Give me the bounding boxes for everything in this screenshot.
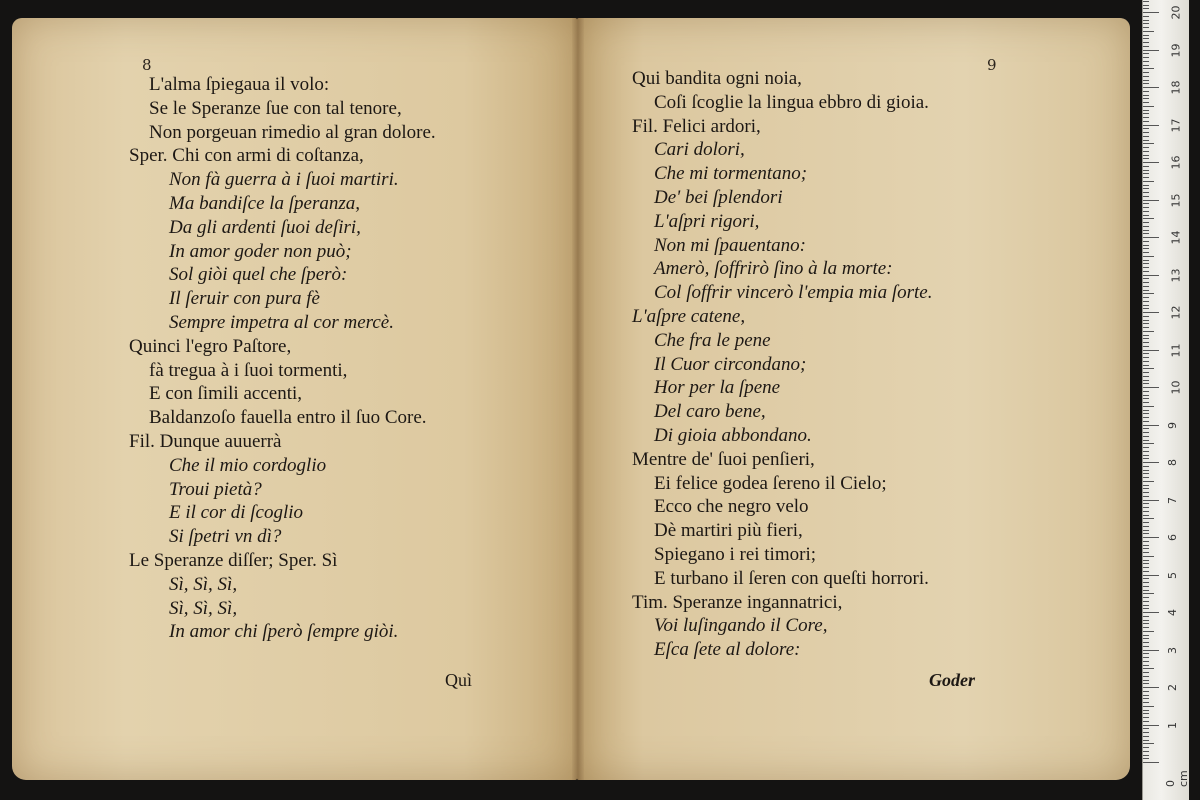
ruler-tick [1143, 323, 1149, 324]
ruler-tick [1143, 736, 1149, 737]
ruler-tick [1143, 436, 1149, 437]
ruler-tick [1143, 590, 1149, 591]
ruler-tick [1143, 387, 1159, 388]
ruler-tick [1143, 530, 1149, 531]
ruler-tick [1143, 575, 1159, 576]
ruler-tick [1143, 443, 1154, 444]
ruler-tick [1143, 417, 1149, 418]
ruler-tick [1143, 290, 1149, 291]
text-line: Spiegano i rei timori; [654, 544, 817, 565]
ruler-tick [1143, 151, 1149, 152]
ruler-number: 1 [1166, 721, 1179, 729]
ruler-tick [1143, 755, 1149, 756]
ruler-tick [1143, 117, 1149, 118]
ruler-number: 11 [1169, 343, 1183, 357]
book-gutter [572, 18, 584, 780]
ruler-tick [1143, 203, 1149, 204]
ruler-tick [1143, 312, 1159, 313]
ruler-tick [1143, 245, 1149, 246]
ruler-tick [1143, 725, 1159, 726]
ruler-number: 8 [1166, 459, 1179, 466]
ruler-tick [1143, 241, 1149, 242]
text-line: Il Cuor circondano; [654, 353, 807, 375]
ruler-tick [1143, 503, 1149, 504]
text-line: Tim. Speranze ingannatrici, [632, 591, 843, 613]
ruler-tick [1143, 713, 1149, 714]
ruler-tick [1143, 61, 1149, 62]
ruler-tick [1143, 305, 1149, 306]
open-book [12, 18, 1130, 780]
ruler-tick [1143, 485, 1149, 486]
ruler-tick [1143, 110, 1149, 111]
ruler-tick [1143, 222, 1149, 223]
text-line: Amerò, ſoffrirò ſino à la morte: [654, 258, 893, 280]
ruler-tick [1143, 53, 1149, 54]
ruler-tick [1143, 451, 1149, 452]
ruler-tick [1143, 650, 1159, 651]
ruler-tick [1143, 657, 1149, 658]
left-catchword: Quì [445, 670, 472, 690]
ruler-tick [1143, 627, 1149, 628]
ruler-tick [1143, 740, 1149, 741]
ruler-tick [1143, 635, 1149, 636]
ruler-tick [1143, 83, 1149, 84]
ruler-tick [1143, 661, 1149, 662]
text-line: Baldanzoſo fauella entro il ſuo Core. [149, 407, 427, 429]
ruler-tick [1143, 173, 1149, 174]
text-line: E turbano il ſeren con queſti horrori. [654, 567, 929, 589]
ruler-tick [1143, 548, 1149, 549]
ruler-tick [1143, 653, 1149, 654]
ruler-tick [1143, 507, 1149, 508]
ruler-tick [1143, 267, 1149, 268]
ruler-tick [1143, 526, 1149, 527]
ruler-tick [1143, 567, 1149, 568]
ruler-tick [1143, 215, 1149, 216]
ruler-tick [1143, 27, 1149, 28]
text-line: Quinci l'egro Paſtore, [129, 335, 292, 357]
ruler-tick [1143, 380, 1149, 381]
ruler-tick [1143, 537, 1159, 538]
ruler-tick [1143, 732, 1149, 733]
text-line: E con ſimili accenti, [149, 383, 303, 405]
ruler-tick [1143, 421, 1149, 422]
ruler-tick [1143, 605, 1149, 606]
ruler-tick [1143, 192, 1149, 193]
ruler-number: 15 [1169, 193, 1183, 207]
ruler-tick [1143, 642, 1149, 643]
ruler-tick [1143, 481, 1154, 482]
ruler-tick [1143, 357, 1149, 358]
ruler-tick [1143, 170, 1149, 171]
text-line: Non porgeuan rimedio al gran dolore. [149, 121, 436, 143]
ruler-tick [1143, 140, 1149, 141]
text-line: fà tregua à i ſuoi tormenti, [149, 359, 348, 381]
text-line: Voi luſingando il Core, [654, 615, 828, 637]
ruler-tick [1143, 447, 1149, 448]
ruler-tick [1143, 571, 1149, 572]
text-line: Da gli ardenti ſuoi deſiri, [169, 216, 361, 238]
ruler-tick [1143, 751, 1149, 752]
text-line: Cari dolori, [654, 139, 745, 161]
ruler-tick [1143, 623, 1149, 624]
ruler-tick [1143, 597, 1149, 598]
ruler-tick [1143, 477, 1149, 478]
ruler-number: 6 [1166, 534, 1179, 541]
ruler-tick [1143, 252, 1149, 253]
measuring-ruler [1142, 0, 1189, 800]
ruler-tick [1143, 680, 1149, 681]
ruler-tick [1143, 12, 1159, 13]
ruler-tick [1143, 541, 1149, 542]
text-line: Ma bandiſce la ſperanza, [169, 193, 361, 214]
ruler-tick [1143, 65, 1149, 66]
text-line: Che mi tormentano; [654, 163, 808, 185]
ruler-tick [1143, 563, 1149, 564]
ruler-tick [1143, 113, 1149, 114]
text-line: Hor per la ſpene [654, 377, 781, 399]
ruler-tick [1143, 248, 1149, 249]
ruler-tick [1143, 496, 1149, 497]
ruler-tick [1143, 308, 1149, 309]
ruler-tick [1143, 353, 1149, 354]
ruler-tick [1143, 691, 1149, 692]
ruler-tick [1143, 518, 1154, 519]
ruler-tick [1143, 1, 1149, 2]
ruler-tick [1143, 38, 1149, 39]
ruler-tick [1143, 331, 1154, 332]
ruler-tick [1143, 57, 1149, 58]
text-line: Ecco che negro velo [654, 496, 809, 518]
ruler-tick [1143, 335, 1149, 336]
ruler-tick [1143, 743, 1154, 744]
ruler-tick [1143, 758, 1149, 759]
ruler-tick [1143, 413, 1149, 414]
ruler-tick [1143, 282, 1149, 283]
ruler-tick [1143, 297, 1149, 298]
text-line: Qui bandita ogni noia, [632, 68, 802, 89]
text-line: Del caro bene, [654, 401, 766, 423]
ruler-tick [1143, 293, 1154, 294]
ruler-number: 20 [1169, 5, 1183, 20]
ruler-tick [1143, 545, 1149, 546]
ruler-number: 14 [1169, 230, 1183, 245]
ruler-tick [1143, 710, 1149, 711]
ruler-tick [1143, 368, 1154, 369]
ruler-tick [1143, 533, 1149, 534]
ruler-tick [1143, 211, 1149, 212]
text-line: L'aſpri rigori, [654, 210, 760, 232]
text-line: Sì, Sì, Sì, [169, 597, 238, 619]
ruler-tick [1143, 698, 1149, 699]
ruler-tick [1143, 462, 1159, 463]
ruler-tick [1143, 365, 1149, 366]
ruler-tick [1143, 391, 1149, 392]
ruler-tick [1143, 338, 1149, 339]
ruler-tick [1143, 455, 1149, 456]
ruler-tick [1143, 350, 1159, 351]
ruler-tick [1143, 676, 1149, 677]
ruler-number: 19 [1169, 43, 1183, 57]
ruler-tick [1143, 601, 1149, 602]
ruler-tick [1143, 320, 1149, 321]
ruler-tick [1143, 20, 1149, 21]
ruler-tick [1143, 638, 1149, 639]
ruler-tick [1143, 162, 1159, 163]
ruler-tick [1143, 515, 1149, 516]
ruler-number: 9 [1166, 421, 1179, 429]
ruler-tick [1143, 372, 1149, 373]
ruler-tick [1143, 16, 1149, 17]
ruler-tick [1143, 207, 1149, 208]
ruler-tick [1143, 301, 1149, 302]
ruler-tick [1143, 762, 1159, 763]
ruler-tick [1143, 425, 1159, 426]
ruler-tick [1143, 23, 1149, 24]
ruler-tick [1143, 237, 1159, 238]
ruler-number: 7 [1166, 496, 1179, 504]
ruler-tick [1143, 125, 1159, 126]
ruler-tick [1143, 8, 1149, 9]
ruler-tick [1143, 432, 1149, 433]
ruler-tick [1143, 260, 1149, 261]
ruler-tick [1143, 560, 1149, 561]
ruler-tick [1143, 665, 1149, 666]
right-catchword: Goder [929, 670, 975, 690]
ruler-tick [1143, 42, 1149, 43]
ruler-tick [1143, 702, 1149, 703]
ruler-tick [1143, 612, 1159, 613]
ruler-tick [1143, 500, 1159, 501]
ruler-tick [1143, 106, 1154, 107]
ruler-number: 2 [1166, 684, 1179, 691]
ruler-tick [1143, 608, 1149, 609]
ruler-tick [1143, 473, 1149, 474]
ruler-tick [1143, 346, 1149, 347]
ruler-tick [1143, 721, 1149, 722]
ruler-tick [1143, 552, 1149, 553]
text-line: Col ſoffrir vincerò l'empia mia ſorte. [654, 282, 933, 304]
ruler-tick [1143, 200, 1159, 201]
ruler-tick [1143, 218, 1154, 219]
ruler-tick [1143, 556, 1154, 557]
ruler-tick [1143, 147, 1149, 148]
ruler-number: 13 [1169, 268, 1183, 282]
text-line: Il ſeruir con pura fè [169, 288, 320, 310]
text-line: Troui pietà? [169, 478, 262, 500]
text-line: Che il mio cordoglio [169, 454, 327, 476]
ruler-tick [1143, 132, 1149, 133]
ruler-tick [1143, 271, 1149, 272]
text-line: Fil. Dunque auuerrà [129, 431, 282, 452]
ruler-tick [1143, 188, 1149, 189]
ruler-tick [1143, 492, 1149, 493]
ruler-tick [1143, 196, 1149, 197]
ruler-tick [1143, 181, 1154, 182]
ruler-tick [1143, 410, 1149, 411]
text-line: E il cor di ſcoglio [169, 502, 304, 524]
ruler-tick [1143, 177, 1149, 178]
ruler-tick [1143, 428, 1149, 429]
text-line: Che fra le pene [654, 329, 771, 351]
text-line: Di gioia abbondano. [654, 425, 812, 446]
ruler-tick [1143, 263, 1149, 264]
ruler-tick [1143, 466, 1149, 467]
ruler-tick [1143, 95, 1149, 96]
ruler-tick [1143, 102, 1149, 103]
ruler-tick [1143, 50, 1159, 51]
ruler-number: 18 [1169, 80, 1183, 95]
text-line: L'aſpre catene, [632, 306, 746, 327]
ruler-tick [1143, 398, 1149, 399]
ruler-tick [1143, 458, 1149, 459]
ruler-tick [1143, 128, 1149, 129]
ruler-tick [1143, 143, 1154, 144]
ruler-tick [1143, 278, 1149, 279]
ruler-tick [1143, 68, 1154, 69]
text-line: In amor goder non può; [169, 240, 352, 262]
ruler-tick [1143, 695, 1149, 696]
ruler-tick [1143, 620, 1149, 621]
ruler-tick [1143, 440, 1149, 441]
text-line: Sì, Sì, Sì, [169, 573, 238, 595]
ruler-tick [1143, 646, 1149, 647]
ruler-tick [1143, 136, 1149, 137]
ruler-tick [1143, 706, 1154, 707]
ruler-tick [1143, 316, 1149, 317]
ruler-number: 10 [1169, 380, 1183, 395]
ruler-tick [1143, 522, 1149, 523]
ruler-number: 16 [1169, 155, 1183, 170]
ruler-tick [1143, 31, 1154, 32]
ruler-tick [1143, 683, 1149, 684]
ruler-number: 3 [1166, 646, 1179, 654]
text-line: Ei felice godea ſereno il Cielo; [654, 472, 887, 494]
text-line: Sempre impetra al cor mercè. [169, 312, 394, 333]
text-line: Non mi ſpauentano: [654, 234, 806, 256]
ruler-tick [1143, 327, 1149, 328]
text-line: Se le Speranze ſue con tal tenore, [149, 97, 402, 119]
text-line: Le Speranze diſſer; Sper. Sì [129, 550, 338, 571]
ruler-tick [1143, 275, 1159, 276]
text-line: Sol giòi quel che ſperò: [169, 264, 348, 286]
ruler-tick [1143, 166, 1149, 167]
ruler-tick [1143, 158, 1149, 159]
ruler-tick [1143, 46, 1149, 47]
ruler-tick [1143, 406, 1154, 407]
ruler-tick [1143, 687, 1159, 688]
right-page-number: 9 [987, 56, 997, 74]
ruler-tick [1143, 72, 1149, 73]
ruler-tick [1143, 286, 1149, 287]
ruler-tick [1143, 582, 1149, 583]
ruler-tick [1143, 728, 1149, 729]
text-line: Coſi ſcoglie la lingua ebbro di gioia. [654, 91, 929, 113]
ruler-number: 4 [1166, 609, 1179, 616]
ruler-tick [1143, 5, 1149, 6]
text-line: Mentre de' ſuoi penſieri, [632, 448, 815, 470]
text-line: Dè martiri più fieri, [654, 520, 803, 542]
ruler-tick [1143, 230, 1149, 231]
ruler-number: 12 [1169, 305, 1183, 320]
ruler-tick [1143, 578, 1149, 579]
ruler-tick [1143, 672, 1149, 673]
ruler-tick [1143, 488, 1149, 489]
ruler-tick [1143, 256, 1154, 257]
ruler-tick [1143, 402, 1149, 403]
ruler-tick [1143, 35, 1149, 36]
ruler-tick [1143, 91, 1149, 92]
ruler-tick [1143, 668, 1154, 669]
ruler-tick [1143, 98, 1149, 99]
text-line: Fil. Felici ardori, [632, 115, 761, 137]
ruler-tick [1143, 185, 1149, 186]
text-line: Non fà guerra à i ſuoi martiri. [169, 169, 399, 191]
ruler-tick [1143, 155, 1149, 156]
ruler-tick [1143, 631, 1154, 632]
ruler-tick [1143, 76, 1149, 77]
ruler-number: 5 [1166, 571, 1179, 579]
ruler-tick [1143, 383, 1149, 384]
ruler-tick [1143, 395, 1149, 396]
ruler-tick [1143, 233, 1149, 234]
ruler-tick [1143, 747, 1149, 748]
text-line: Si ſpetri vn dì? [169, 526, 282, 548]
ruler-tick [1143, 586, 1149, 587]
right-page [577, 18, 1130, 780]
ruler-tick [1143, 342, 1149, 343]
ruler-tick [1143, 470, 1149, 471]
text-line: In amor chi ſperò ſempre giòi. [169, 621, 399, 643]
ruler-tick [1143, 80, 1149, 81]
ruler-tick [1143, 361, 1149, 362]
ruler-tick [1143, 616, 1149, 617]
ruler-unit-label: 0 cm [1164, 770, 1190, 787]
text-line: Eſca ſete al dolore: [654, 639, 801, 661]
left-page-number: 8 [142, 56, 152, 74]
ruler-number: 17 [1169, 118, 1183, 132]
ruler-tick [1143, 717, 1149, 718]
ruler-tick [1143, 511, 1149, 512]
ruler-tick [1143, 121, 1149, 122]
left-page [12, 18, 577, 780]
ruler-tick [1143, 376, 1149, 377]
text-line: L'alma ſpiegaua il volo: [149, 74, 330, 95]
ruler-tick [1143, 226, 1149, 227]
text-line: De' bei ſplendori [654, 187, 783, 208]
ruler-tick [1143, 593, 1154, 594]
text-line: Sper. Chi con armi di coſtanza, [129, 145, 364, 167]
ruler-tick [1143, 87, 1159, 88]
